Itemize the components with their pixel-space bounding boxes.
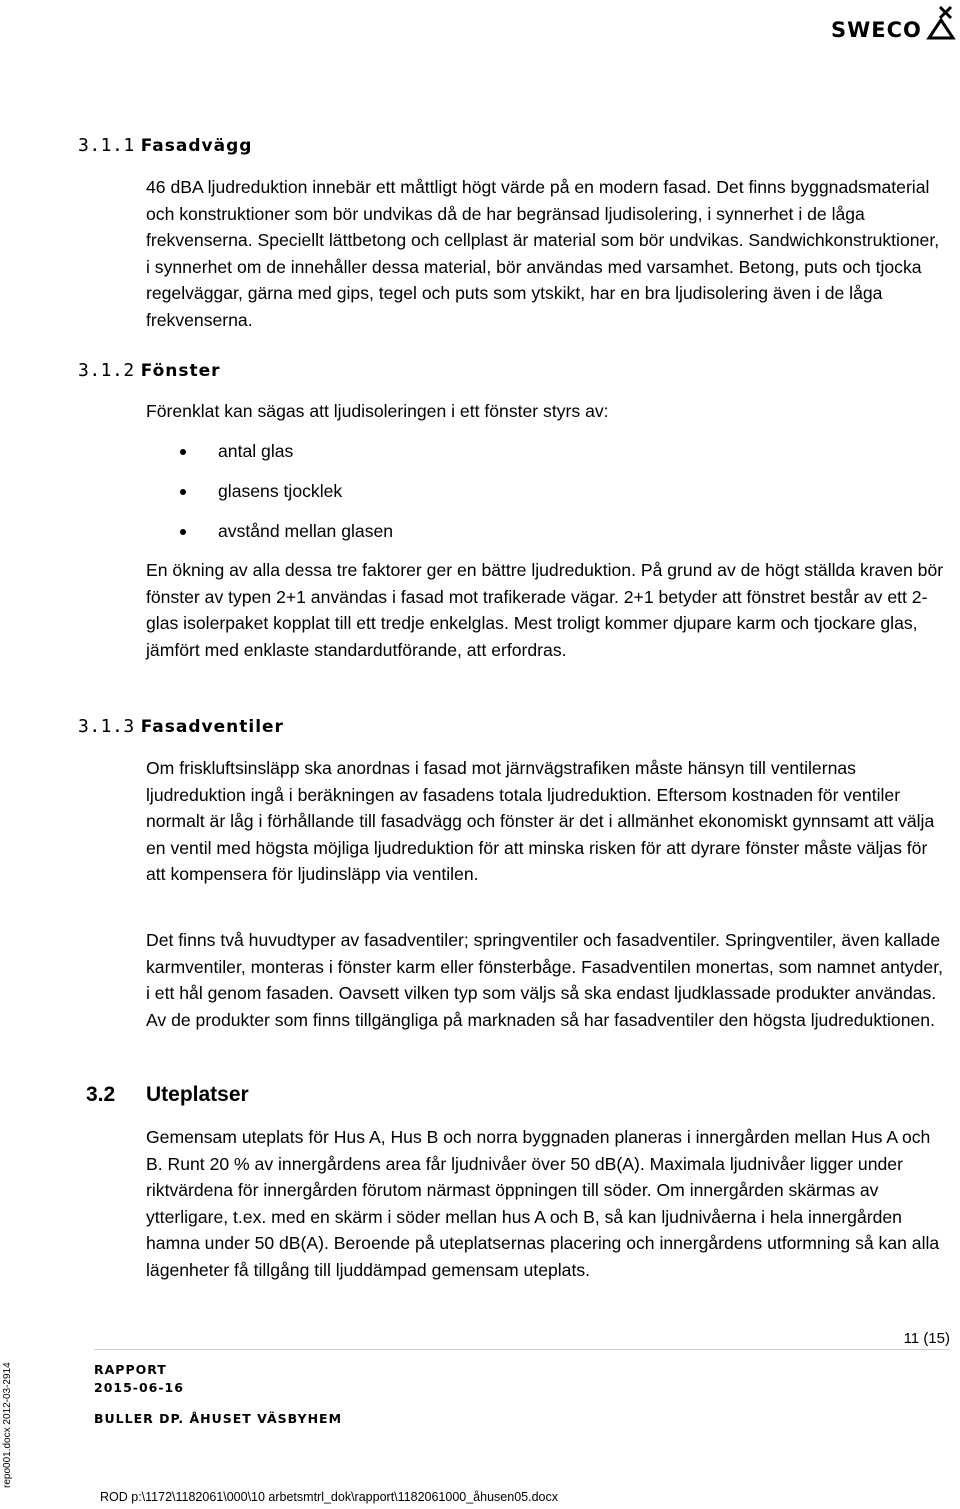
sweco-logo — [831, 4, 956, 46]
section-heading-uteplatser — [86, 1083, 249, 1107]
section-title: Fasadvägg — [140, 136, 253, 156]
section-number: 3.1.2 — [78, 360, 135, 381]
footer-divider — [94, 1349, 950, 1350]
side-template-text: repo001.docx 2012-03-2914 — [2, 1362, 13, 1488]
paragraph-uteplatser: Gemensam uteplats för Hus A, Hus B och norra byggnaden planeras i innergården mellan Hus A och B. Runt 20 % av innergårdens area får ljudnivåer över 50 dB(A). Maximala ljudnivåer ligger under riktvärdena för innergården förutom närmast öppningen till söder. Om innergården skärmas av ytterligare, t.ex. med en skärm i söder mellan hus A och B, så kan ljudnivåerna i hela innergården hamna under 50 dB(A). Beroende på uteplatsernas placering och innergårdens utformning så kan alla lägenheter få tillgång till ljuddämpad gemensam uteplats. — [146, 1127, 940, 1280]
footer-file-path: ROD p:\1172\1182061\000\10 arbetsmtrl_dok\rapport\1182061000_åhusen05.docx — [100, 1490, 558, 1504]
list-item-text: avstånd mellan glasen — [218, 521, 394, 541]
bullet-dot-icon — [180, 529, 186, 535]
section-number: 3.1.3 — [78, 716, 135, 737]
section-heading-fonster — [78, 360, 221, 381]
bullet-dot-icon — [180, 449, 186, 455]
footer-doc-type: RAPPORT — [94, 1362, 167, 1377]
paragraph-fonster: En ökning av alla dessa tre faktorer ger en bättre ljudreduktion. På grund av de högt ställda kraven bör fönster av typen 2+1 användas i fasad mot trafikerade vägar. 2+1 betyder att fönstret består av ett 2-glas isolerpaket kopplat till ett tredje enkelglas. Mest troligt kommer djupare karm och tjockare glas, jämfört med enklaste standardutförande, att erfordras. — [146, 560, 944, 660]
paragraph-fasadventiler-1: Om friskluftsinsläpp ska anordnas i fasad mot järnvägstrafiken måste hänsyn till ventilernas ljudreduktion ingå i beräkningen av fasadens totala ljudreduktion. Eftersom kostnaden för ventiler normalt är låg i förhållande till fasadvägg och fönster är det i allmänhet ekonomiskt gynnsamt att välja en ventil med högsta möjliga ljudreduktion för att minska risken för att dyrare fönster måste väljas för att kompensera för ljudinsläpp via ventilen. — [146, 758, 935, 885]
page-number: 11 (15) — [903, 1330, 950, 1347]
section-number: 3.1.1 — [78, 135, 135, 156]
section-number: 3.2 — [86, 1083, 116, 1106]
footer-project: BULLER DP. ÅHUSET VÄSBYHEM — [94, 1411, 343, 1426]
list-item-text: glasens tjocklek — [218, 481, 343, 501]
list-item — [146, 518, 846, 558]
section-title: Uteplatser — [146, 1083, 249, 1106]
list-item-text: antal glas — [218, 441, 294, 461]
paragraph-fasadvagg: 46 dBA ljudreduktion innebär ett måttligt högt värde på en modern fasad. Det finns byggnadsmaterial och konstruktioner som bör undvikas då de har begränsad ljudisolering, i synnerhet i de låga frekvenserna. Speciellt lättbetong och cellplast är material som bör undvikas. Sandwichkonstruktioner, i synnerhet om de innehåller dessa material, bör användas med varsamhet. Betong, puts och tjocka regelväggar, gärna med gips, tegel och puts som ytskikt, har en bra ljudisolering även i de låga frekvenserna. — [146, 177, 940, 330]
logo-text: SWECO — [831, 18, 922, 42]
paragraph-fasadventiler-2: Det finns två huvudtyper av fasadventiler; springventiler och fasadventiler. Springventiler, även kallade karmventiler, monteras i fönster karm eller fönsterbåge. Fasadventilen monertas, som namnet antyder, i ett hål genom fasaden. Oavsett vilken typ som väljs så ska endast ljudklassade produkter användas. Av de produkter som finns tillgängliga på marknaden så har fasadventiler den högsta ljudreduktionen. — [146, 930, 943, 1030]
section-title: Fasadventiler — [140, 717, 284, 737]
section-heading-fasadvagg — [78, 135, 252, 156]
section-title: Fönster — [140, 361, 221, 381]
list-item — [146, 438, 846, 478]
paragraph-fonster-intro: Förenklat kan sägas att ljudisoleringen i ett fönster styrs av: — [146, 401, 609, 421]
bullet-list-fonster — [146, 438, 846, 558]
list-item — [146, 478, 846, 518]
section-heading-fasadventiler — [78, 716, 284, 737]
bullet-dot-icon — [180, 489, 186, 495]
footer-date: 2015-06-16 — [94, 1380, 184, 1395]
sweco-mark-icon — [926, 4, 956, 44]
